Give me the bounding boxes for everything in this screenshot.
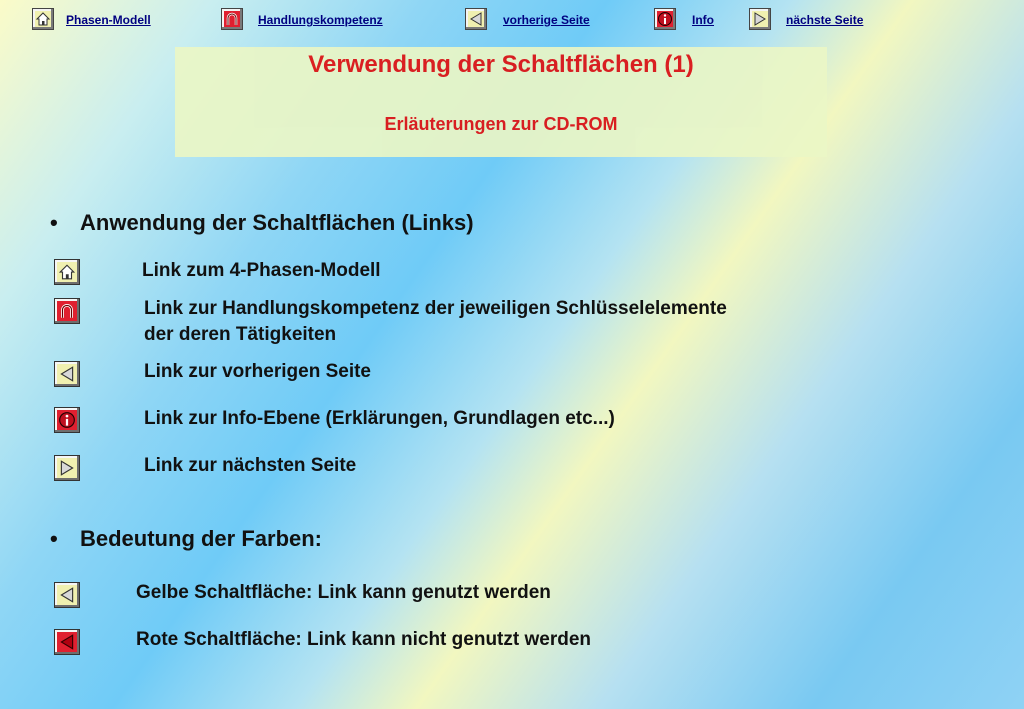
legend-item-naechste-seite: Link zur nächsten Seite <box>144 455 357 476</box>
bullet-dot: • <box>50 210 58 235</box>
legend-previous-button[interactable] <box>54 361 80 387</box>
nav-link-phasen-modell[interactable]: Phasen-Modell <box>66 13 151 27</box>
previous-page-nav-button[interactable] <box>465 8 487 30</box>
section-colors-heading-text: Bedeutung der Farben: <box>80 526 323 551</box>
handlungskompetenz-nav-button[interactable] <box>221 8 243 30</box>
arrow-left-icon <box>58 633 76 651</box>
legend-color-red: Rote Schaltfläche: Link kann nicht genutzt werden <box>136 629 591 650</box>
home-nav-button[interactable] <box>32 8 54 30</box>
legend-next-button[interactable] <box>54 455 80 481</box>
legend-handlungskompetenz-button[interactable] <box>54 298 80 324</box>
legend-red-button[interactable] <box>54 629 80 655</box>
arrow-left-icon <box>58 586 76 604</box>
magnet-icon <box>58 302 76 320</box>
page-subtitle: Erläuterungen zur CD-ROM <box>384 114 618 134</box>
info-nav-button[interactable] <box>654 8 676 30</box>
nav-link-vorherige-seite[interactable]: vorherige Seite <box>503 13 590 27</box>
section-colors-heading <box>50 526 322 552</box>
home-icon <box>35 11 51 27</box>
legend-item-vorherige-seite: Link zur vorherigen Seite <box>144 361 371 382</box>
legend-item-handlungskompetenz <box>144 296 727 348</box>
legend-item-handlungskompetenz-line1: Link zur Handlungskompetenz der jeweiligen Schlüsselelemente <box>144 298 727 319</box>
arrow-right-icon <box>58 459 76 477</box>
legend-yellow-button[interactable] <box>54 582 80 608</box>
magnet-icon <box>224 11 240 27</box>
home-icon <box>58 263 76 281</box>
next-page-nav-button[interactable] <box>749 8 771 30</box>
arrow-right-icon <box>752 11 768 27</box>
nav-link-handlungskompetenz[interactable]: Handlungskompetenz <box>258 13 383 27</box>
legend-color-yellow: Gelbe Schaltfläche: Link kann genutzt werden <box>136 582 551 603</box>
bullet-dot: • <box>50 526 58 551</box>
legend-item-info: Link zur Info-Ebene (Erklärungen, Grundlagen etc...) <box>144 408 615 429</box>
nav-link-info[interactable]: Info <box>692 13 714 27</box>
arrow-left-icon <box>58 365 76 383</box>
legend-info-button[interactable] <box>54 407 80 433</box>
info-icon <box>58 411 76 429</box>
section-buttons-heading-text: Anwendung der Schaltflächen (Links) <box>80 210 474 235</box>
legend-item-handlungskompetenz-line2: der deren Tätigkeiten <box>144 324 337 345</box>
page-title: Verwendung der Schaltflächen (1) <box>308 51 694 78</box>
nav-link-naechste-seite[interactable]: nächste Seite <box>786 13 864 27</box>
info-icon <box>657 11 673 27</box>
section-buttons-heading <box>50 210 474 236</box>
legend-item-phasen-modell: Link zum 4-Phasen-Modell <box>142 260 381 281</box>
legend-home-button[interactable] <box>54 259 80 285</box>
arrow-left-icon <box>468 11 484 27</box>
header-panel <box>175 47 827 157</box>
